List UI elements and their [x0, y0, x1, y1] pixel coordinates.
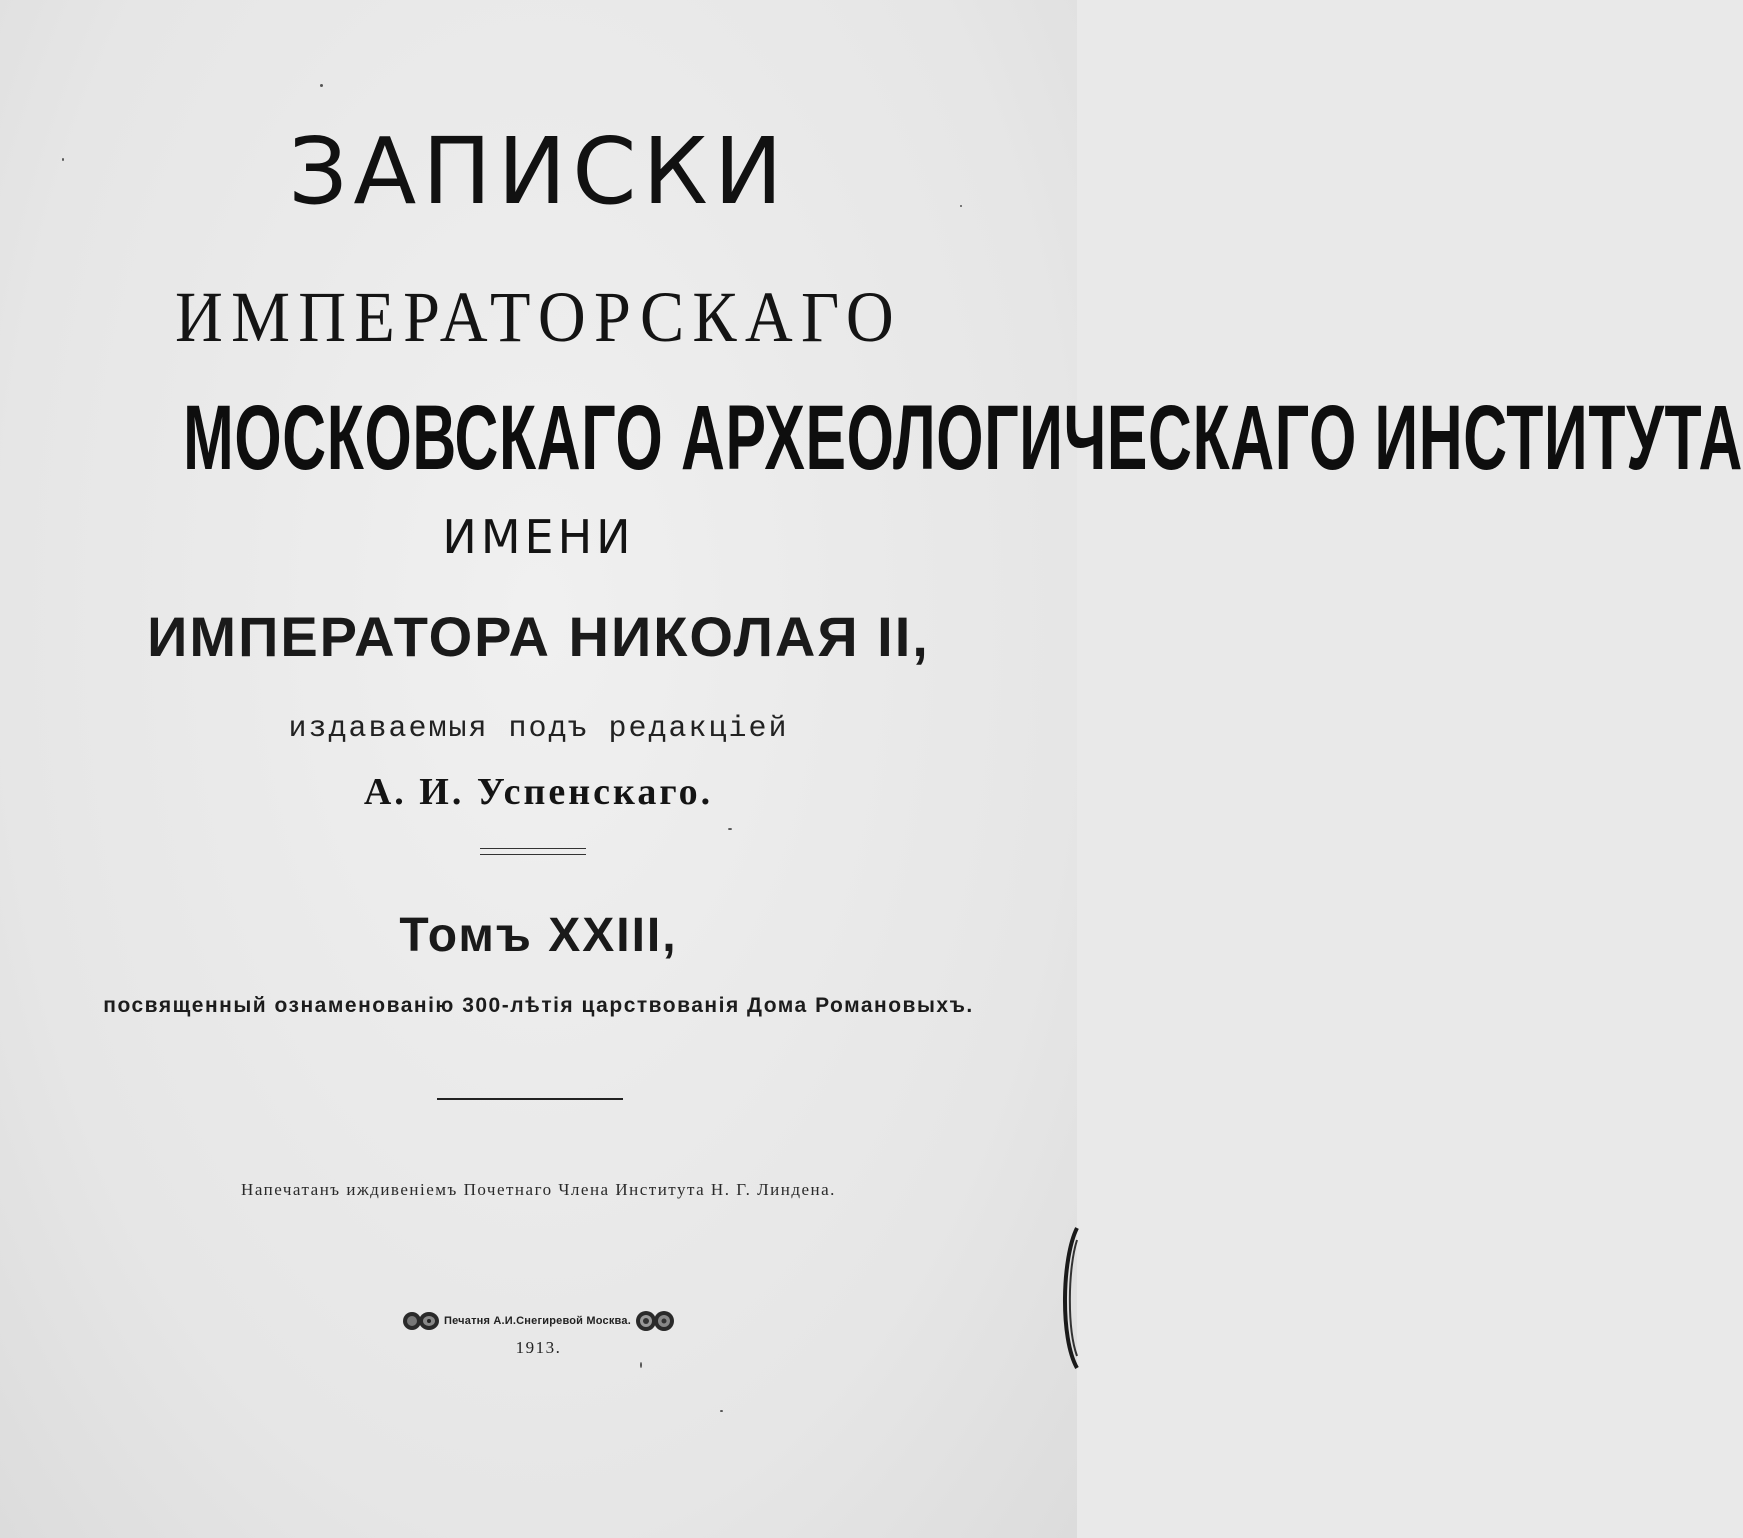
printer-emblem-right-icon [635, 1310, 675, 1332]
library-stamp-icon [1058, 1228, 1077, 1373]
volume-number: Томъ XXIII, [399, 909, 678, 962]
editor-name: А. И. Успенскаго. [363, 771, 714, 813]
title-line-name-of: ИМЕНИ [442, 510, 635, 564]
paper-speck [320, 84, 323, 87]
publication-year: 1913. [515, 1338, 562, 1357]
title-line-imperial: ИМПЕРАТОРСКАГО [174, 277, 903, 357]
paper-speck [720, 1410, 723, 1412]
book-title: ЗАПИСКИ [288, 118, 789, 225]
printer-imprint [0, 1310, 1077, 1332]
dedication-line: посвященный ознаменованію 300-лѣтія царствованія Дома Романовыхъ. [103, 994, 974, 1017]
title-line-institute: МОСКОВСКАГО АРХЕОЛОГИЧЕСКАГО ИНСТИТУТА [183, 387, 1743, 489]
rule-divider [437, 1098, 623, 1100]
double-rule-divider [480, 848, 586, 855]
printed-at-expense-line: Напечатанъ иждивеніемъ Почетнаго Члена Института Н. Г. Линдена. [241, 1180, 836, 1199]
paper-speck [960, 205, 962, 207]
title-line-emperor: ИМПЕРАТОРА НИКОЛАЯ II, [147, 605, 930, 668]
printer-emblem-left-icon [402, 1311, 440, 1331]
printer-name: Печатня А.И.Снегиревой Москва. [444, 1315, 631, 1327]
paper-speck [62, 158, 64, 161]
edited-by-line: издаваемыя подъ редакціей [288, 712, 789, 746]
paper-speck [640, 1362, 642, 1368]
paper-speck [728, 828, 732, 830]
